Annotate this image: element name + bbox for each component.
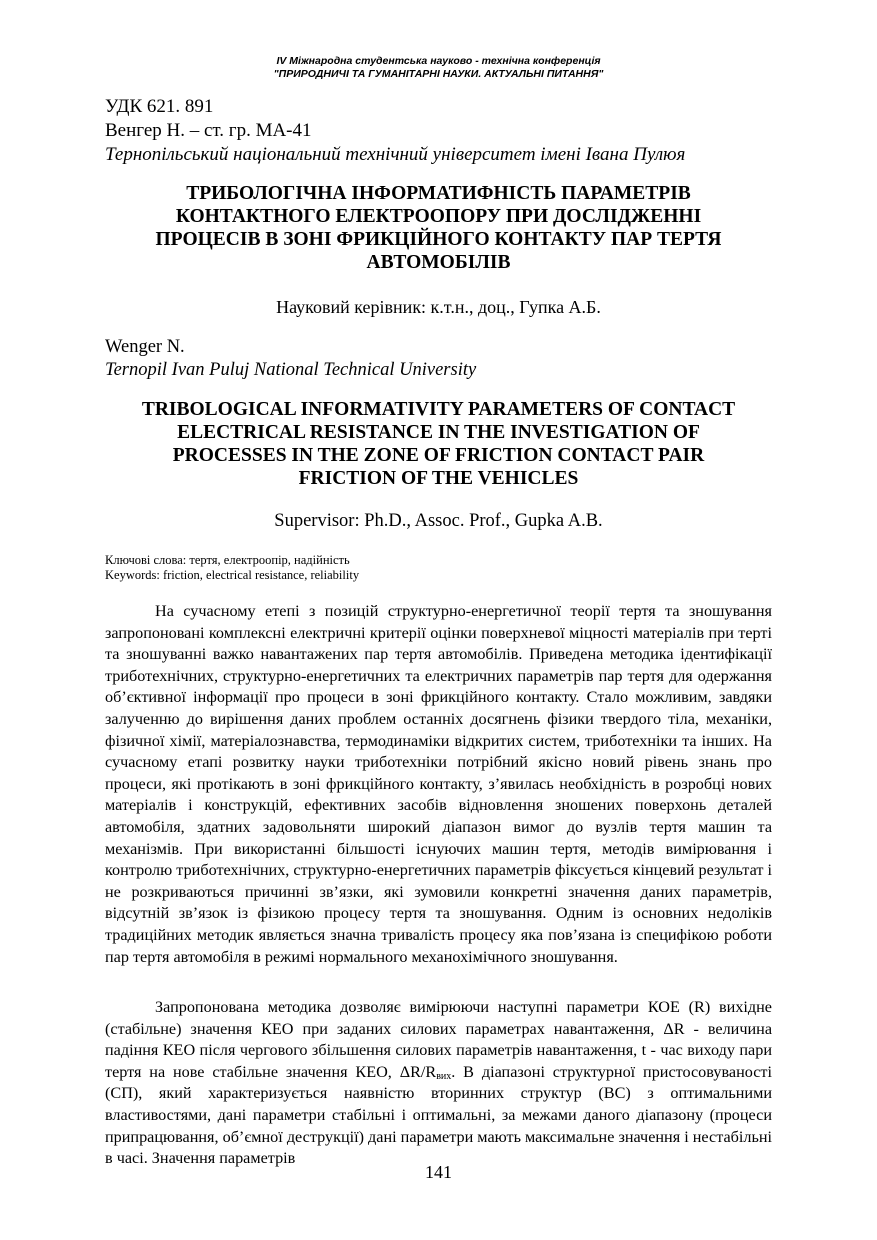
title-ua <box>105 182 772 274</box>
title-ua-line: ПРОЦЕСІВ В ЗОНІ ФРИКЦІЙНОГО КОНТАКТУ ПАР ТЕРТЯ <box>155 229 722 250</box>
paragraph-text-part: . В діапазоні структурної пристосовуваності (СП), який характеризується наявністю вторинних структур (ВС) з оптимальними властивостями, дані параметри стабільні і оптимальні, за межами даного діапазону (процеси припрацювання, об’ємної деструкції) дані параметри мають максимальне значення і нестабільні в часі. Значення параметрів <box>105 1062 772 1168</box>
paragraph-text-part: Запропонована методика дозволяє вимірюючи наступні параметри КОЕ (R) вихідне (стабільне) значення КЕО при заданих силових параметрах навантаження, ΔR - величина падіння КЕО після чергового збільшення силових параметрів навантаження, t - час виходу пари тертя на нове стабільне значення КЕО, ΔR/R <box>105 998 772 1081</box>
university-en: Ternopil Ivan Puluj National Technical University <box>105 360 477 380</box>
supervisor-en: Supervisor: Ph.D., Assoc. Prof., Gupka A.B. <box>274 511 603 531</box>
university-ua: Тернопільський національний технічний університет імені Івана Пулюя <box>105 144 686 165</box>
subscript-text: вих <box>436 1070 452 1082</box>
body-paragraph-1 <box>105 601 772 968</box>
body-paragraph-2 <box>105 997 772 1170</box>
title-ua-line: КОНТАКТНОГО ЕЛЕКТРООПОРУ ПРИ ДОСЛІДЖЕННІ <box>175 206 702 227</box>
title-en-line: PROCESSES IN THE ZONE OF FRICTION CONTACT PAIR <box>172 445 705 466</box>
paragraph-text <box>105 997 772 1170</box>
title-ua-line: ТРИБОЛОГІЧНА ІНФОРМАТИФНІСТЬ ПАРАМЕТРІВ <box>186 183 691 204</box>
udk-code: УДК 621. 891 <box>105 96 214 117</box>
author-en: Wenger N. <box>105 337 185 357</box>
keywords-en: Keywords: friction, electrical resistance, reliability <box>105 568 360 582</box>
title-en-line: ELECTRICAL RESISTANCE IN THE INVESTIGATION OF <box>177 422 700 443</box>
conference-name-line1: IV Міжнародна студентська науково - технічна конференція <box>276 55 601 67</box>
page-number: 141 <box>425 1162 452 1182</box>
supervisor-ua: Науковий керівник: к.т.н., доц., Гупка А.Б. <box>276 297 601 317</box>
title-en <box>105 398 772 490</box>
title-en-line: FRICTION OF THE VEHICLES <box>298 468 579 489</box>
conference-name-line2: "ПРИРОДНИЧІ ТА ГУМАНІТАРНІ НАУКИ. АКТУАЛЬНІ ПИТАННЯ" <box>273 68 604 80</box>
title-ua-line: АВТОМОБІЛІВ <box>366 252 511 273</box>
keywords-ua: Ключові слова: тертя, електроопір, надійність <box>105 553 350 567</box>
author-ua: Венгер Н. – ст. гр. МА-41 <box>105 120 312 141</box>
title-en-line: TRIBOLOGICAL INFORMATIVITY PARAMETERS OF CONTACT <box>141 399 736 420</box>
paragraph-text: На сучасному етепі з позицій структурно-енергетичної теорії тертя та зношування запропоновані комплексні електричні критерії оцінки поверхневої міцності матеріалів при терті та зношуванні важко навантажених пар тертя автомобілів. Приведена методика ідентифікації триботехнічних, структурно-енергетичних та електричних параметрів пар тертя для одержання об’єктивної інформації про процеси в зоні фрикційного контакту. Стало можливим, завдяки залученню до вирішення даних проблем останніх досягнень фізики твердого тіла, механіки, фізичної хімії, матеріалознавства, термодинаміки відкритих систем, триботехніки та інших. На сучасному етапі розвитку науки триботехніки потрібний якісно новий рівень знань про процеси, які протікають в зоні фрикційного контакту, з’явилась необхідність в розробці нових матеріалів і конструкцій, ефективних засобів відновлення зношених поверхонь деталей автомобіля, здатних задовольняти широкий діапазон вимог до вузлів тертя машин та механізмів. При використанні більшості існуючих машин тертя, методів вимірювання і контролю триботехнічних, структурно-енергетичних параметрів фіксується кінцевий результат і не розкриваються причинні зв’язки, які зумовили конкретні значення даних параметрів, відсутній зв’язок із фізикою процесу тертя та зношування. Одним із основних недоліків традиційних методик являється значна тривалість процесу яка пов’язана із специфікою роботи пар тертя автомобіля в режимі нормального механохімічного зношування. <box>105 602 772 966</box>
